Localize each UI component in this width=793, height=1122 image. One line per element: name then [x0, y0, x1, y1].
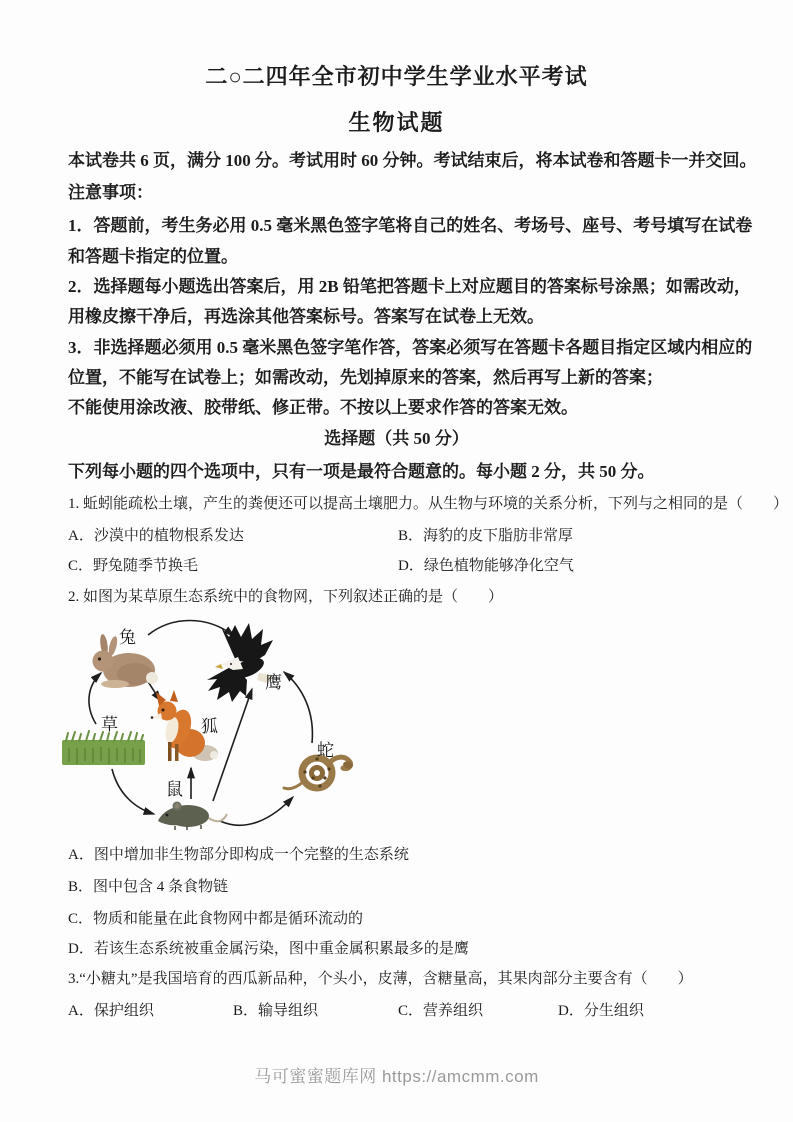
question-1-option-a: A．沙漠中的植物根系发达 — [68, 528, 244, 544]
notice-heading: 注意事项： — [68, 183, 153, 202]
foodweb-label-grass: 草 — [101, 715, 118, 734]
question-3-option-b: B．输导组织 — [233, 1003, 319, 1019]
page-title: 二○二四年全市初中学生学业水平考试 — [205, 64, 588, 89]
question-2-option-d: D．若该生态系统被重金属污染，图中重金属积累最多的是鹰 — [68, 941, 469, 957]
question-3-option-a: A．保护组织 — [68, 1003, 154, 1019]
watermark-site-link: 马可蜜蜜题库网 https://amcmm.com — [254, 1067, 539, 1086]
section-heading: 选择题（共 50 分） — [324, 429, 469, 448]
notice-line: 3．非选择题必须用 0.5 毫米黑色签字笔作答，答案必须写在答题卡各题目指定区域内相应的 — [68, 338, 753, 357]
mouse-image — [158, 802, 227, 831]
foodweb-label-fox: 狐 — [201, 717, 218, 736]
question-2-option-c: C．物质和能量在此食物网中都是循环流动的 — [68, 911, 364, 927]
question-2-stem: 2. 如图为某草原生态系统中的食物网，下列叙述正确的是（ ） — [68, 589, 504, 605]
food-web-figure — [55, 612, 400, 847]
arrow-mouse-to-snake — [220, 797, 293, 825]
snake-image — [284, 757, 354, 789]
arrow-rabbit-to-eagle — [148, 621, 234, 637]
exam-summary: 本试卷共 6 页，满分 100 分。考试用时 60 分钟。考试结束后，将本试卷和答题卡一并交回。 — [68, 151, 757, 170]
arrow-grass-to-rabbit — [89, 673, 101, 724]
question-3-option-d: D．分生组织 — [558, 1003, 644, 1019]
foodweb-label-eagle: 鹰 — [265, 673, 282, 692]
arrow-snake-to-eagle — [284, 672, 312, 743]
notice-line: 用橡皮擦干净后，再选涂其他答案标号。答案写在试卷上无效。 — [68, 307, 544, 326]
foodweb-label-rabbit: 兔 — [119, 628, 136, 647]
notice-line: 2．选择题每小题选出答案后，用 2B 铅笔把答题卡上对应题目的答案标号涂黑；如需改动， — [68, 277, 751, 296]
arrow-mouse-to-eagle — [213, 689, 252, 801]
question-2-option-a: A．图中增加非生物部分即构成一个完整的生态系统 — [68, 847, 409, 863]
grass-image — [62, 731, 145, 765]
question-1-option-d: D．绿色植物能够净化空气 — [398, 558, 574, 574]
question-2-option-b: B．图中包含 4 条食物链 — [68, 879, 229, 895]
notice-line: 1．答题前，考生务必用 0.5 毫米黑色签字笔将自己的姓名、考场号、座号、考号填写在试卷 — [68, 216, 753, 235]
question-3-stem: 3.“小糖丸”是我国培育的西瓜新品种，个头小，皮薄，含糖量高，其果肉部分主要含有（ ） — [68, 971, 693, 987]
question-1-stem: 1. 蚯蚓能疏松土壤，产生的粪便还可以提高土壤肥力。从生物与环境的关系分析，下列与之相同的是（ ） — [68, 496, 789, 512]
question-3-option-c: C．营养组织 — [398, 1003, 484, 1019]
foodweb-label-mouse: 鼠 — [166, 780, 183, 799]
question-1-option-c: C．野兔随季节换毛 — [68, 558, 199, 574]
notice-line: 位置，不能写在试卷上；如需改动，先划掉原来的答案，然后再写上新的答案； — [68, 368, 663, 387]
notice-line: 和答题卡指定的位置。 — [68, 247, 238, 266]
question-1-option-b: B．海豹的皮下脂肪非常厚 — [398, 528, 574, 544]
section-instruction: 下列每小题的四个选项中，只有一项是最符合题意的。每小题 2 分，共 50 分。 — [68, 462, 655, 481]
paper-subject-title: 生物试题 — [348, 110, 445, 135]
notice-line: 不能使用涂改液、胶带纸、修正带。不按以上要求作答的答案无效。 — [68, 398, 578, 417]
arrow-grass-to-mouse — [112, 769, 154, 814]
foodweb-label-snake: 蛇 — [317, 741, 334, 760]
